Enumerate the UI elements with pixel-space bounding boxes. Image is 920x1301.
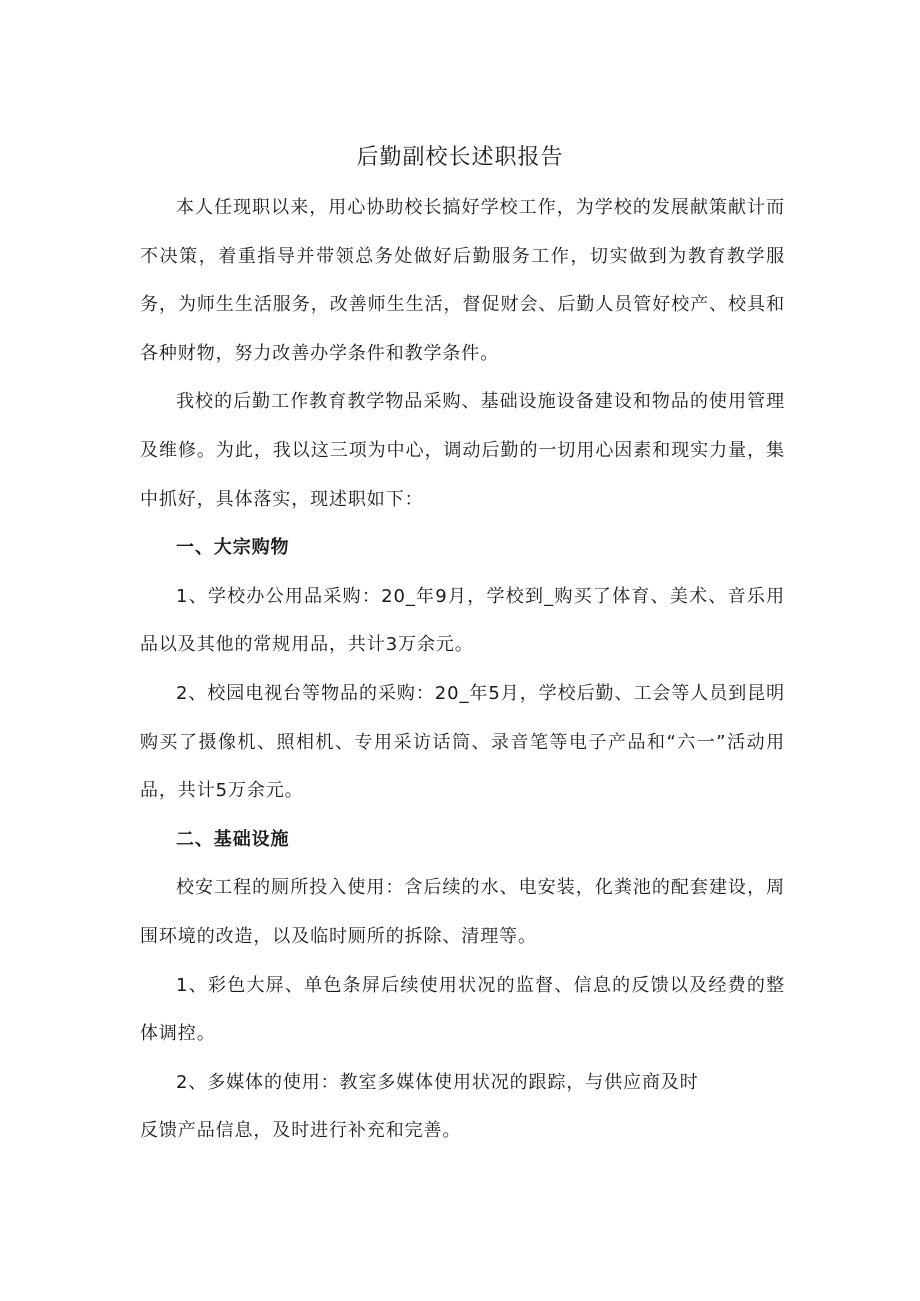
paragraph-overview: 我校的后勤工作教育教学物品采购、基础设施设备建设和物品的使用管理及维修。为此，我以这三项为中心，调动后勤的一切用心因素和现实力量，集中抓好，具体落实，现述职如下： [140, 391, 785, 510]
paragraph-purchase-office: 1、学校办公用品采购：20_年9月，学校到_购买了体育、美术、音乐用品以及其他的常规用品，共计3万余元。 [140, 585, 785, 656]
paragraph-multimedia: 2、多媒体的使用：教室多媒体使用状况的跟踪，与供应商及时 [176, 1071, 699, 1093]
paragraph-multimedia-continued: 反馈产品信息，及时进行补充和完善。 [140, 1120, 462, 1142]
section-heading-infrastructure: 二、基础设施 [176, 828, 290, 850]
paragraph-intro: 本人任现职以来，用心协助校长搞好学校工作，为学校的发展献策献计而不决策，着重指导并带领总务处做好后勤服务工作，切实做到为教育教学服务，为师生生活服务，改善师生生活，督促财会、后勤人员管好校产、校具和各种财物，努力改善办学条件和教学条件。 [140, 197, 785, 364]
paragraph-toilet-project: 校安工程的厕所投入使用：含后续的水、电安装，化粪池的配套建设，周围环境的改造，以及临时厕所的拆除、清理等。 [140, 877, 785, 947]
paragraph-purchase-tv-station: 2、校园电视台等物品的采购：20_年5月，学校后勤、工会等人员到昆明购买了摄像机、照相机、专用采访话筒、录音笔等电子产品和“六一”活动用品，共计5万余元。 [140, 682, 785, 802]
document-title: 后勤副校长述职报告 [356, 145, 564, 170]
paragraph-screens: 1、彩色大屏、单色条屏后续使用状况的监督、信息的反馈以及经费的整体调控。 [140, 974, 785, 1045]
section-heading-purchasing: 一、大宗购物 [176, 537, 290, 559]
document-body [140, 184, 785, 1156]
